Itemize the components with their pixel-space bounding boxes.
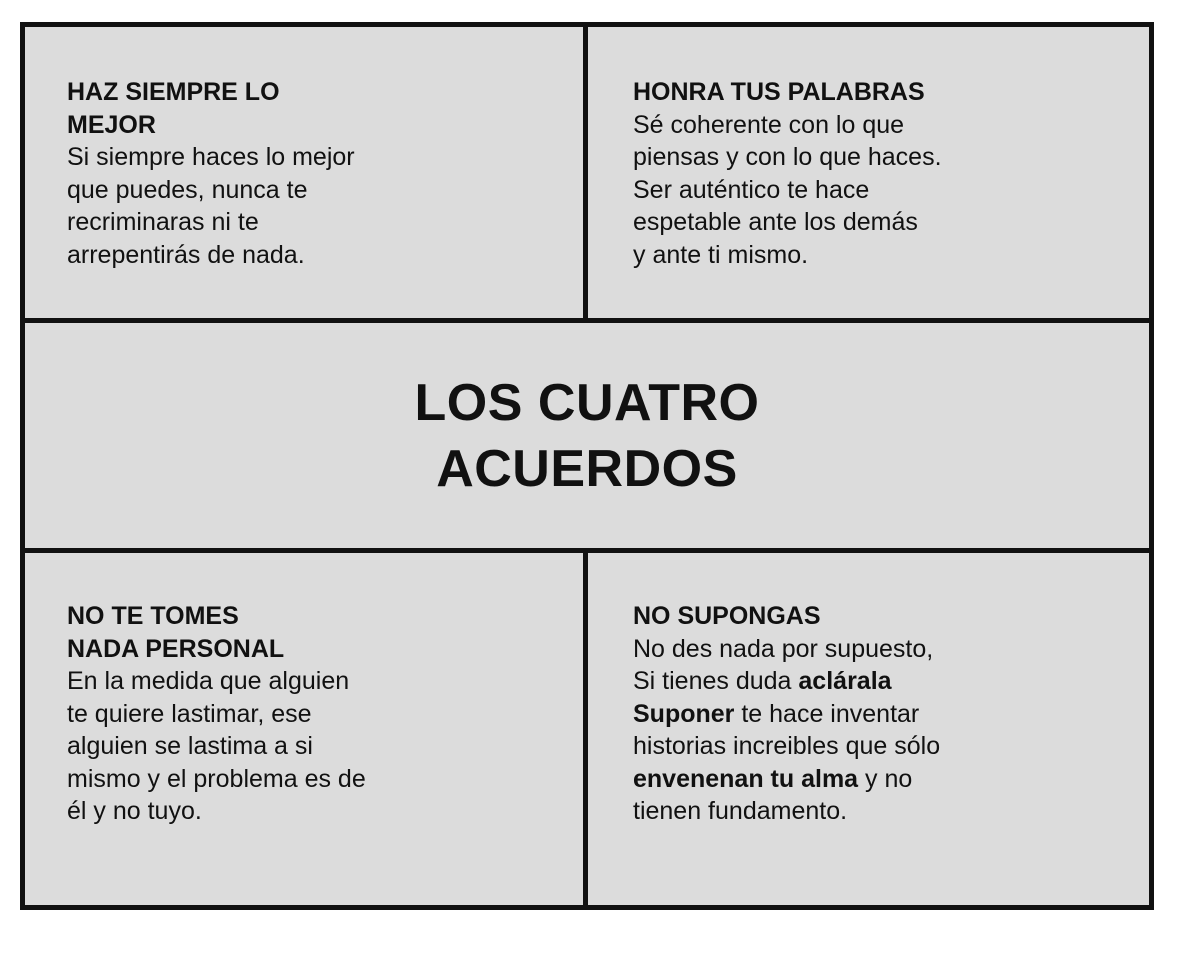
agreement-dont-assume — [633, 600, 940, 828]
body-line — [633, 763, 940, 796]
body-line: historias increibles que sólo — [633, 732, 941, 760]
body-line: espetable ante los demás — [633, 208, 918, 236]
title-line: HONRA TUS PALABRAS — [633, 78, 925, 106]
main-title-line1: LOS CUATRO — [414, 374, 760, 432]
agreement-title — [67, 76, 355, 141]
body-text: Si tienes duda — [633, 667, 799, 695]
divider-vertical-bottom — [583, 553, 588, 910]
main-title-line2: ACUERDOS — [436, 440, 738, 498]
divider-vertical-top — [583, 27, 588, 318]
main-title — [25, 370, 1149, 502]
emphasis-text: Suponer — [633, 699, 735, 728]
body-line — [633, 665, 940, 698]
body-text: te hace inventar — [734, 699, 920, 728]
body-line: alguien se lastima a si — [67, 732, 313, 760]
body-line — [633, 698, 940, 731]
agreement-honor-your-words — [633, 76, 942, 271]
body-line: recriminaras ni te — [67, 208, 259, 236]
body-line: En la medida que alguien — [67, 667, 350, 695]
agreement-title — [67, 600, 366, 665]
agreement-description — [67, 665, 366, 828]
emphasis-text: envenenan tu alma — [633, 764, 859, 793]
agreement-description — [67, 141, 355, 271]
body-line: que puedes, nunca te — [67, 175, 308, 204]
body-line: él y no tuyo. — [67, 797, 202, 825]
agreement-description — [633, 633, 940, 828]
body-line: te quiere lastimar, ese — [67, 699, 312, 728]
body-line: mismo y el problema es de — [67, 764, 366, 793]
body-line: Si siempre haces lo mejor — [67, 143, 355, 171]
emphasis-text: aclárala — [798, 667, 892, 695]
title-line: HAZ SIEMPRE LO — [67, 78, 280, 106]
body-line: No des nada por supuesto, — [633, 634, 934, 663]
body-text: y no — [858, 764, 913, 793]
agreement-title — [633, 600, 940, 633]
body-line: Ser auténtico te hace — [633, 175, 870, 204]
body-line: Sé coherente con lo que — [633, 110, 905, 139]
title-line: NO SUPONGAS — [633, 602, 821, 630]
agreement-title — [633, 76, 942, 109]
title-line: MEJOR — [67, 110, 156, 139]
title-line: NADA PERSONAL — [67, 634, 285, 663]
divider-top — [25, 318, 1149, 323]
body-line: y ante ti mismo. — [633, 240, 809, 269]
agreement-description — [633, 109, 942, 272]
body-line: tienen fundamento. — [633, 797, 848, 825]
body-line: arrepentirás de nada. — [67, 240, 305, 269]
title-line: NO TE TOMES — [67, 602, 239, 630]
body-line: piensas y con lo que haces. — [633, 143, 942, 171]
four-agreements-board — [20, 22, 1154, 910]
agreement-dont-take-personally — [67, 600, 366, 828]
agreement-do-your-best — [67, 76, 355, 271]
